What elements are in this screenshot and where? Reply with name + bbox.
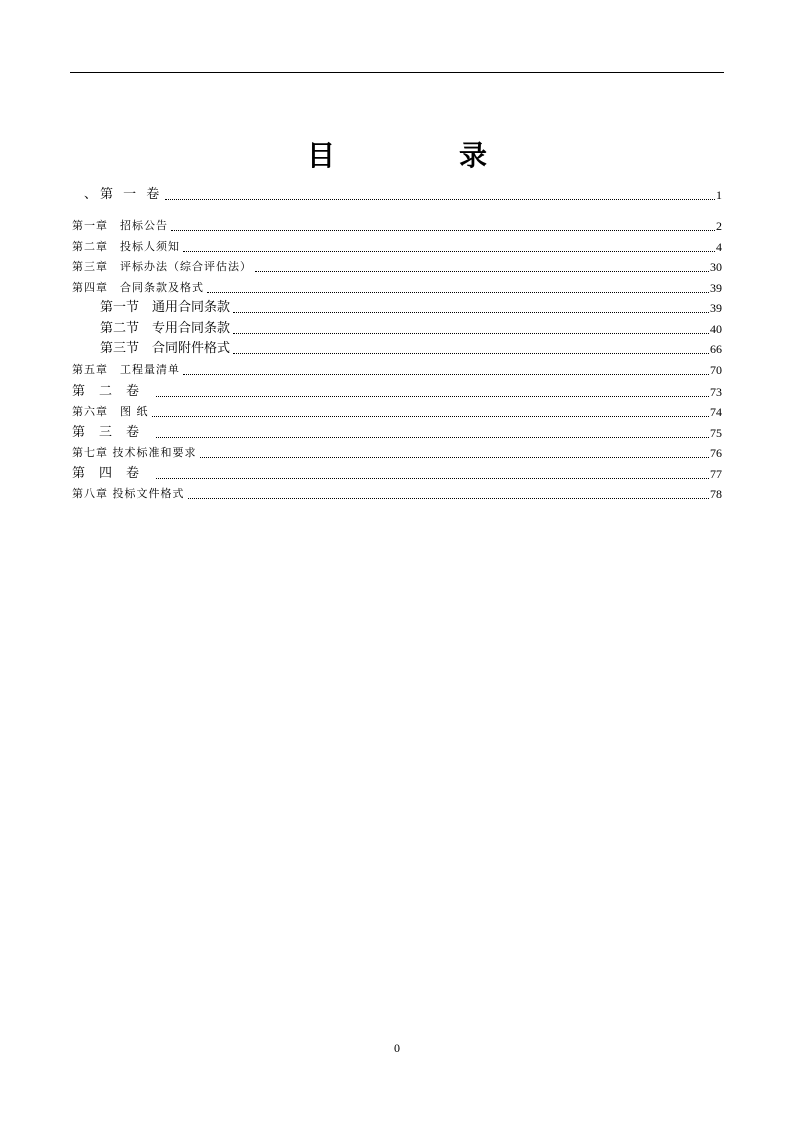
dot-leader <box>183 251 715 252</box>
toc-entry-label: 第五章 工程量清单 <box>72 363 180 376</box>
toc-entry-label: 第三卷 <box>72 425 154 440</box>
dot-leader <box>233 312 709 313</box>
page-title: 目 录 <box>306 139 535 172</box>
toc-entry-page: 70 <box>710 363 722 377</box>
toc-entry-label: 第四章 合同条款及格式 <box>72 281 204 294</box>
toc-entry-label: 第八章 投标文件格式 <box>72 487 185 500</box>
toc-entry-chapter-4[interactable] <box>72 279 722 297</box>
toc-entry-page: 78 <box>710 487 722 501</box>
toc-entry-label: 第一节 通用合同条款 <box>100 300 231 315</box>
dot-leader <box>152 416 710 417</box>
toc-entry-section-3[interactable] <box>72 340 722 358</box>
toc-entry-label: 第二节 专用合同条款 <box>100 321 231 336</box>
toc-entry-chapter-3[interactable] <box>72 258 722 276</box>
dot-leader <box>165 199 715 200</box>
header-rule <box>70 72 724 73</box>
toc-entry-page: 66 <box>710 342 722 356</box>
toc-entry-chapter-2[interactable] <box>72 238 722 256</box>
toc-entry-page: 76 <box>710 446 722 460</box>
toc-entry-chapter-6[interactable] <box>72 403 722 421</box>
dot-leader <box>156 396 709 397</box>
toc-entry-section-1[interactable] <box>72 299 722 317</box>
dot-leader <box>233 353 709 354</box>
dot-leader <box>183 374 709 375</box>
toc-entry-chapter-1[interactable] <box>72 217 722 235</box>
toc-entry-label: 第三节 合同附件格式 <box>100 341 231 356</box>
dot-leader <box>156 437 709 438</box>
dot-leader <box>207 292 709 293</box>
toc-entry-label: 第四卷 <box>72 466 154 481</box>
toc-entry-page: 39 <box>710 301 722 315</box>
toc-entry-chapter-8[interactable] <box>72 485 722 503</box>
dot-leader <box>233 333 709 334</box>
toc-entry-volume-1[interactable] <box>72 186 722 204</box>
toc-entry-volume-3[interactable] <box>72 424 722 442</box>
toc-entry-page: 74 <box>710 405 722 419</box>
page-number: 0 <box>394 1041 400 1055</box>
toc-entry-page: 75 <box>710 426 722 440</box>
toc-entry-page: 2 <box>716 219 722 233</box>
toc-entry-label: 第二卷 <box>72 384 154 399</box>
toc-entry-page: 1 <box>716 188 722 202</box>
toc-entry-label: 第一章 招标公告 <box>72 219 168 232</box>
dot-leader <box>200 457 710 458</box>
toc-entry-page: 4 <box>716 240 722 254</box>
toc-entry-page: 40 <box>710 322 722 336</box>
toc-entry-page: 77 <box>710 467 722 481</box>
toc-entry-section-2[interactable] <box>72 320 722 338</box>
dot-leader <box>188 498 710 499</box>
dot-leader <box>255 271 709 272</box>
toc-entry-page: 73 <box>710 385 722 399</box>
toc-entry-label: 第七章 技术标准和要求 <box>72 446 197 459</box>
toc-entry-volume-2[interactable] <box>72 383 722 401</box>
toc-entry-volume-4[interactable] <box>72 465 722 483</box>
toc-entry-label: 、第 一 卷 <box>84 187 163 202</box>
toc-entry-chapter-5[interactable] <box>72 361 722 379</box>
toc-entry-page: 39 <box>710 281 722 295</box>
dot-leader <box>156 478 709 479</box>
toc-entry-label: 第三章 评标办法（综合评估法） <box>72 260 252 273</box>
toc-entry-page: 30 <box>710 260 722 274</box>
toc-entry-label: 第二章 投标人须知 <box>72 240 180 253</box>
toc-entry-label: 第六章 图 纸 <box>72 405 149 418</box>
dot-leader <box>171 230 715 231</box>
toc-entry-chapter-7[interactable] <box>72 444 722 462</box>
